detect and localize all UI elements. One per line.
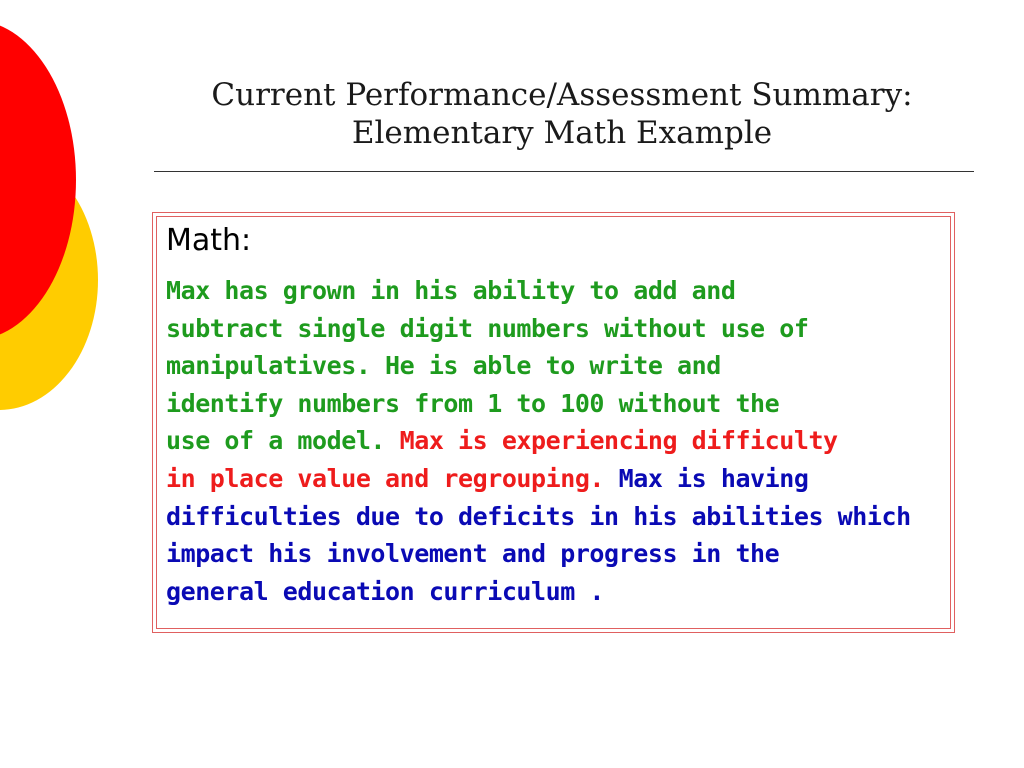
title-divider <box>154 171 974 172</box>
box-heading: Math: <box>166 223 252 258</box>
text-segment-red: in place value and regrouping. <box>166 463 619 493</box>
paragraph-line <box>166 460 942 498</box>
title-line-1: Current Performance/Assessment Summary: <box>211 77 913 113</box>
paragraph-line <box>166 272 942 310</box>
text-segment-green: identify numbers from 1 to 100 without the <box>166 388 780 418</box>
paragraph-line <box>166 535 942 573</box>
slide-title <box>150 76 974 152</box>
text-segment-green: subtract single digit numbers without use of <box>166 313 809 343</box>
paragraph-line <box>166 385 942 423</box>
text-segment-green: use of a model. <box>166 426 400 456</box>
text-segment-blue: difficulties due to deficits in his abilities which <box>166 501 911 531</box>
paragraph-line <box>166 422 942 460</box>
summary-box <box>152 212 955 633</box>
text-segment-green: Max has grown in his ability to add and <box>166 276 736 305</box>
paragraph-line <box>166 498 942 536</box>
text-segment-blue: Max is having <box>618 463 809 493</box>
text-segment-green: manipulatives. He is able to write and <box>166 351 721 381</box>
paragraph-line <box>166 310 942 348</box>
text-segment-red: Max is experiencing difficulty <box>399 426 838 456</box>
text-segment-blue: general education curriculum . <box>166 576 605 606</box>
paragraph-line <box>166 347 942 385</box>
summary-paragraph <box>166 272 942 610</box>
paragraph-line <box>166 573 942 611</box>
title-line-2: Elementary Math Example <box>351 115 773 151</box>
text-segment-blue: impact his involvement and progress in the <box>166 539 780 569</box>
summary-box-inner <box>156 216 951 629</box>
